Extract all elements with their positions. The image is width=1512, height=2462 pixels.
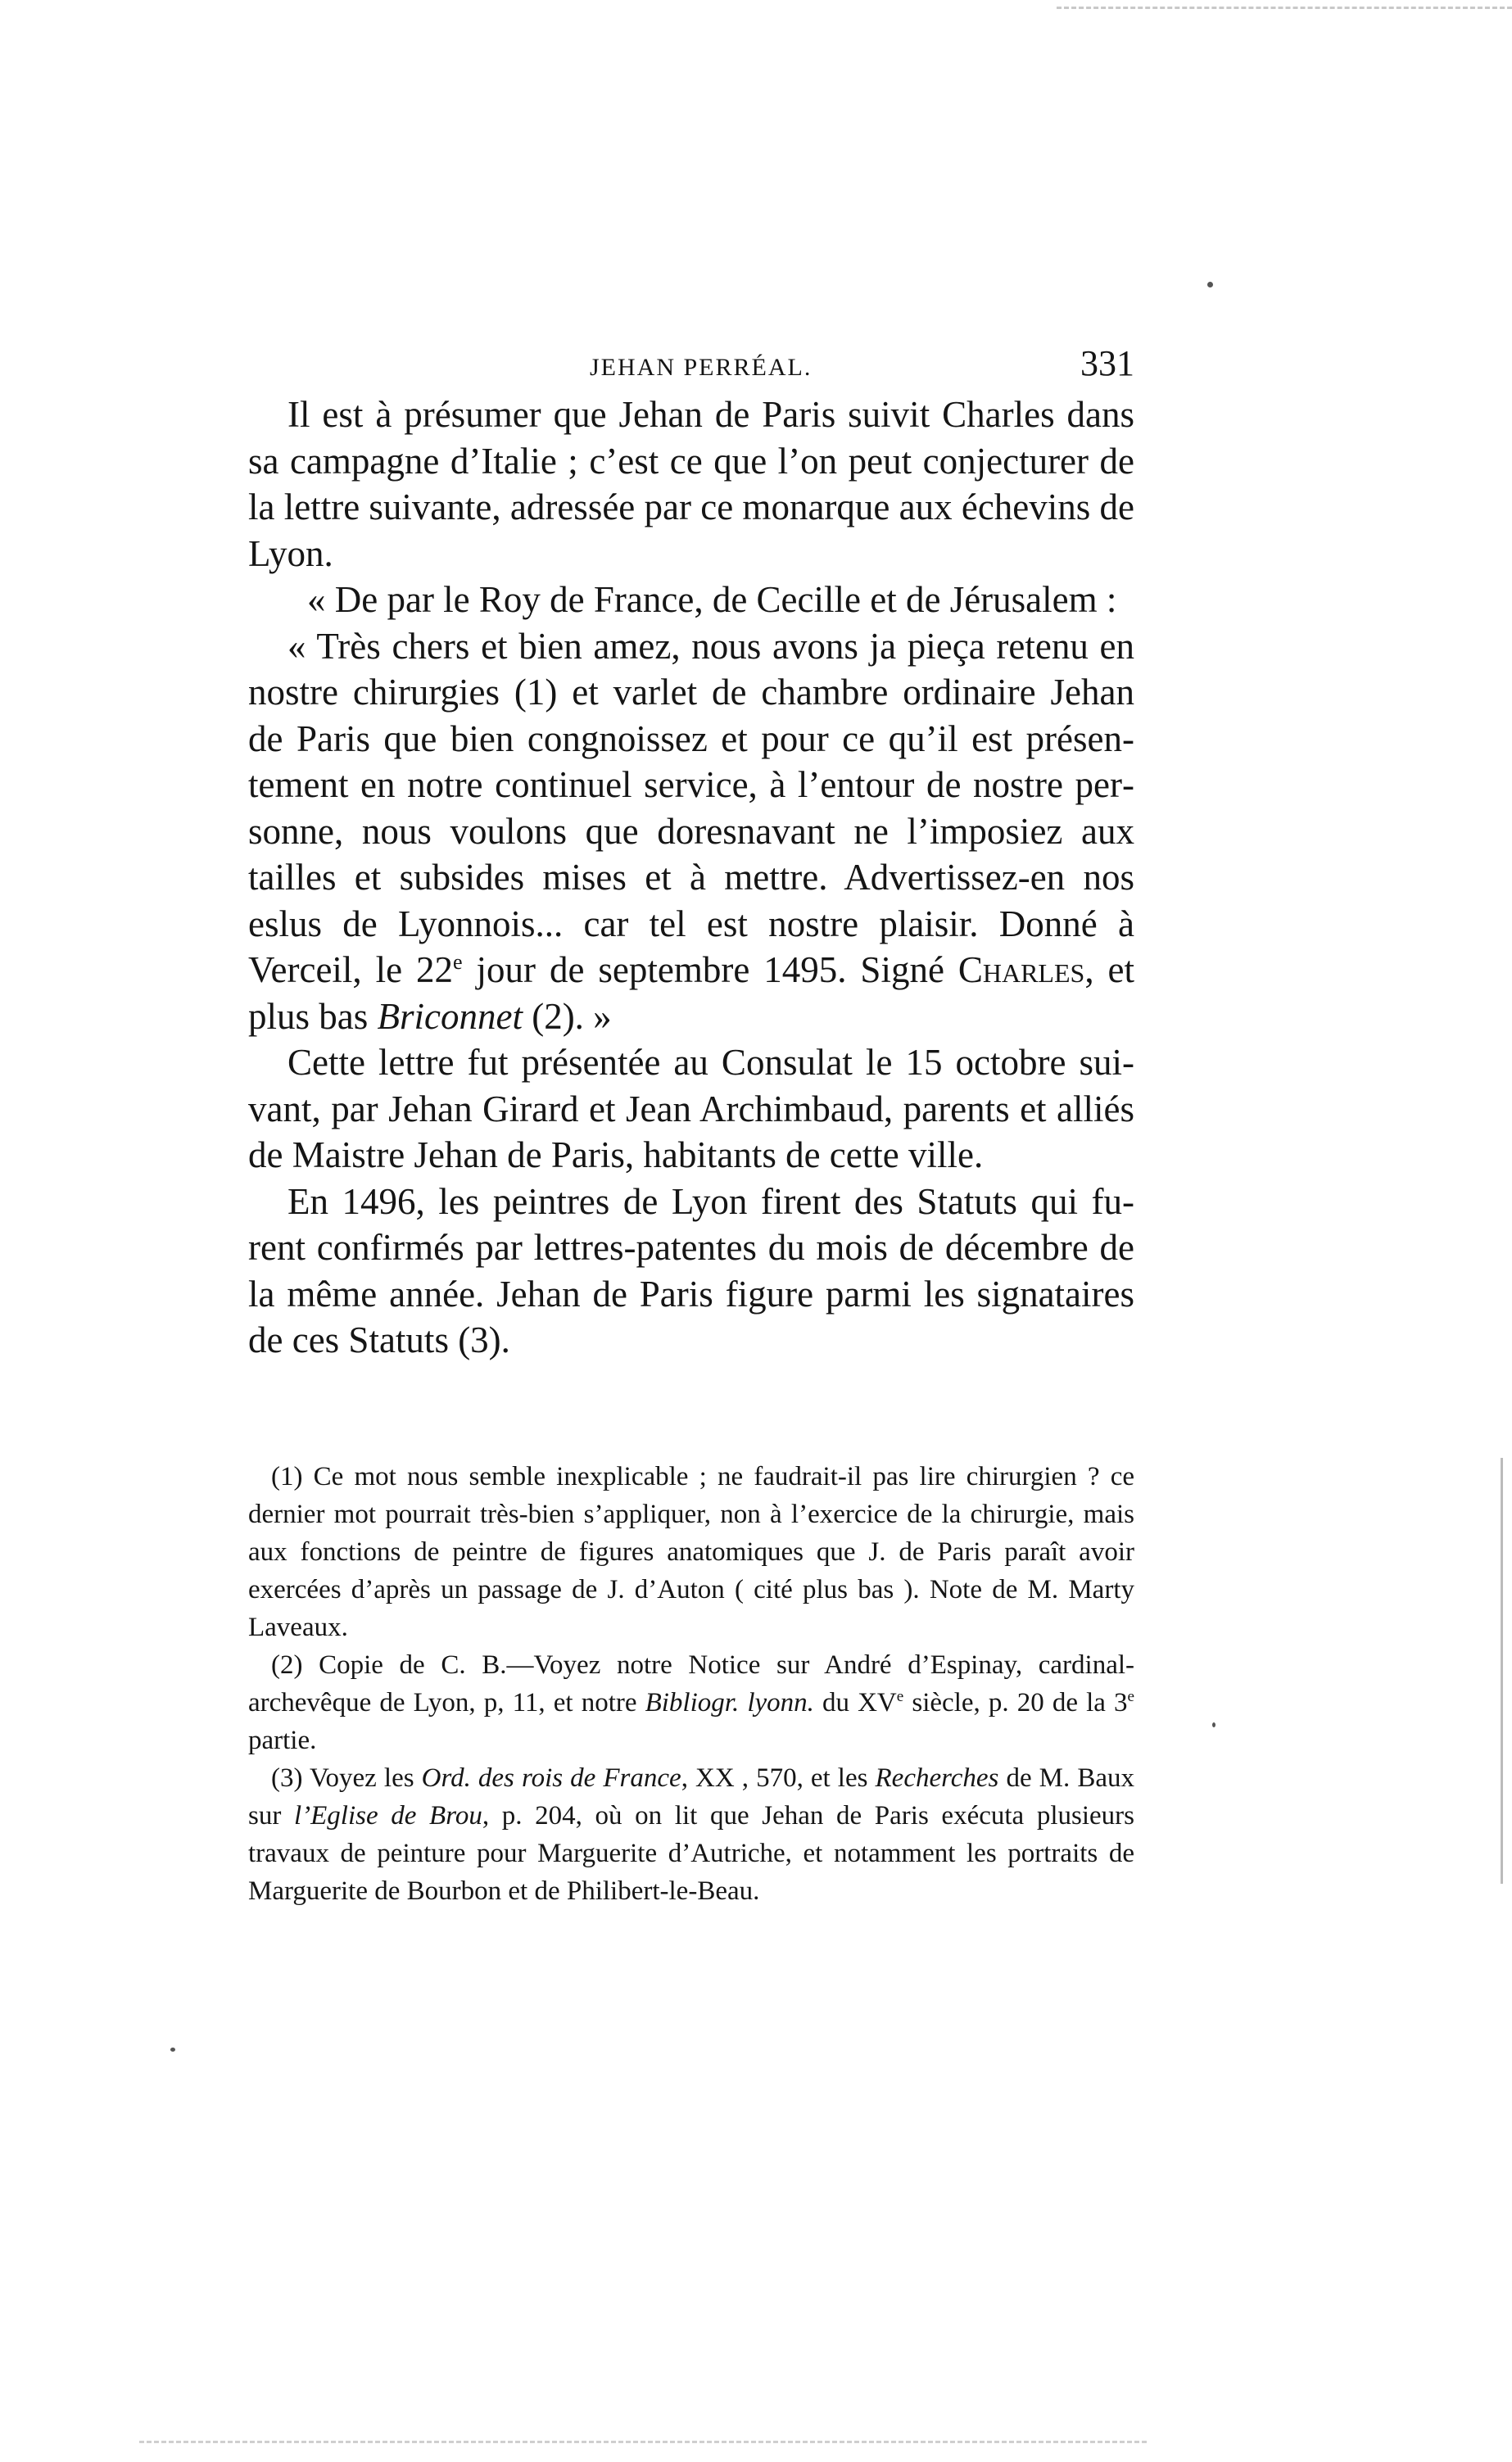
countersign-name: Briconnet [377, 995, 523, 1037]
footnote-3-text-a: (3) Voyez les [271, 1763, 422, 1793]
page-number: 331 [1080, 343, 1134, 383]
footnote-2-text-d: partie. [248, 1726, 317, 1755]
footnote-2-text-b: du XV [813, 1688, 897, 1718]
footnote-3-text-c: de M. Baux sur [248, 1763, 1134, 1831]
footnote-2-sup-1: e [896, 1688, 904, 1705]
running-title: JEHAN PERRÉAL. [590, 354, 813, 381]
footnote-1: (1) Ce mot nous semble inexplicable ; ne faudrait-il pas lire chirurgien ? ce dernier mot pourrait très-bien s’appliquer, non à l’exercice de la chirurgie, mais aux fonctions de peintre de figures anatomiques que J. de Paris paraît avoir exercées d’après un passage de J. d’Auton ( cité plus bas ). Note de M. Marty Laveaux. [248, 1462, 1134, 1642]
footnote-3-italic-1: Ord. des rois de France [421, 1763, 681, 1793]
scan-speck [1207, 282, 1213, 287]
footnote-3-italic-2: Recherches [875, 1763, 999, 1793]
scan-edge-bottom [139, 2441, 1147, 2443]
paragraph-4: Cette lettre fut présentée au Consulat le 15 octobre suivant, par Jehan Girard et Jean Archimbaud, parents et alliés de Maistre Jehan de Paris, habitants de cette ville. [248, 1042, 1134, 1175]
signature-name: Charles [957, 949, 1085, 990]
footnote-2-sup-2: e [1127, 1688, 1135, 1705]
footnote-3 [248, 1759, 1134, 1910]
ordinal-superscript: e [453, 950, 463, 974]
footnote-3-text-b: , XX , 570, et les [681, 1763, 876, 1793]
footnotes [248, 1458, 1134, 1910]
paragraph-letter-body [248, 623, 1134, 1040]
paragraph-5: En 1496, les peintres de Lyon firent des Statuts qui furent confirmés par lettres-patentes du mois de décembre de la même année. Jehan de Paris figure parmi les signataires de ces Statuts (3). [248, 1180, 1134, 1360]
scan-speck [170, 2048, 175, 2052]
paragraph-1: Il est à présumer que Jehan de Paris suivit Charles dans sa campagne d’Italie ; c’est ce que l’on peut conjecturer de la lettre suivante, adressée par ce monarque aux échevins de Lyon. [248, 394, 1134, 574]
footnote-2-text-a: (2) Copie de C. B.—Voyez notre Notice sur André d’Espinay, cardinal-archevêque de Lyon, p, 11, et notre [248, 1650, 1134, 1718]
footnote-2 [248, 1646, 1134, 1759]
main-text [248, 391, 1134, 1364]
scan-edge-top [1057, 7, 1512, 9]
letter-text-a: « Très chers et bien amez, nous avons ja pieça retenu en nostre chirurgies (1) et varlet de chambre ordinaire Jehan de Paris que bien congnoissez et pour ce qu’il est présentement en notre continuel service, à l’entour de nostre personne, nous voulons que doresnavant ne l’imposiez aux tailles et subsides mises et à mettre. Advertissez-en nos eslus de Lyonnois... car tel est nostre plaisir. Donné à Verceil, le 22 [248, 625, 1134, 990]
scan-speck [1212, 1722, 1215, 1727]
letter-text-c: , et plus bas [248, 949, 1134, 1037]
footnote-2-text-c: siècle, p. 20 de la 3 [903, 1688, 1128, 1718]
running-header [590, 342, 1134, 391]
letter-text-d: (2). » [522, 995, 612, 1037]
letter-text-b: jour de septembre 1495. Signé [462, 949, 958, 990]
paragraph-letter-heading: « De par le Roy de France, de Cecille et de Jérusalem : [307, 579, 1117, 620]
footnote-3-italic-3: l’Eglise de Brou [293, 1801, 482, 1831]
footnote-3-text-d: , p. 204, où on lit que Jehan de Paris exécuta plusieurs travaux de peinture pour Marguerite d’Autriche, et notamment les portraits de Marguerite de Bourbon et de Philibert-le-Beau. [248, 1801, 1134, 1906]
footnote-2-italic: Bibliogr. lyonn. [645, 1688, 814, 1718]
scan-edge-right [1501, 1458, 1503, 1884]
